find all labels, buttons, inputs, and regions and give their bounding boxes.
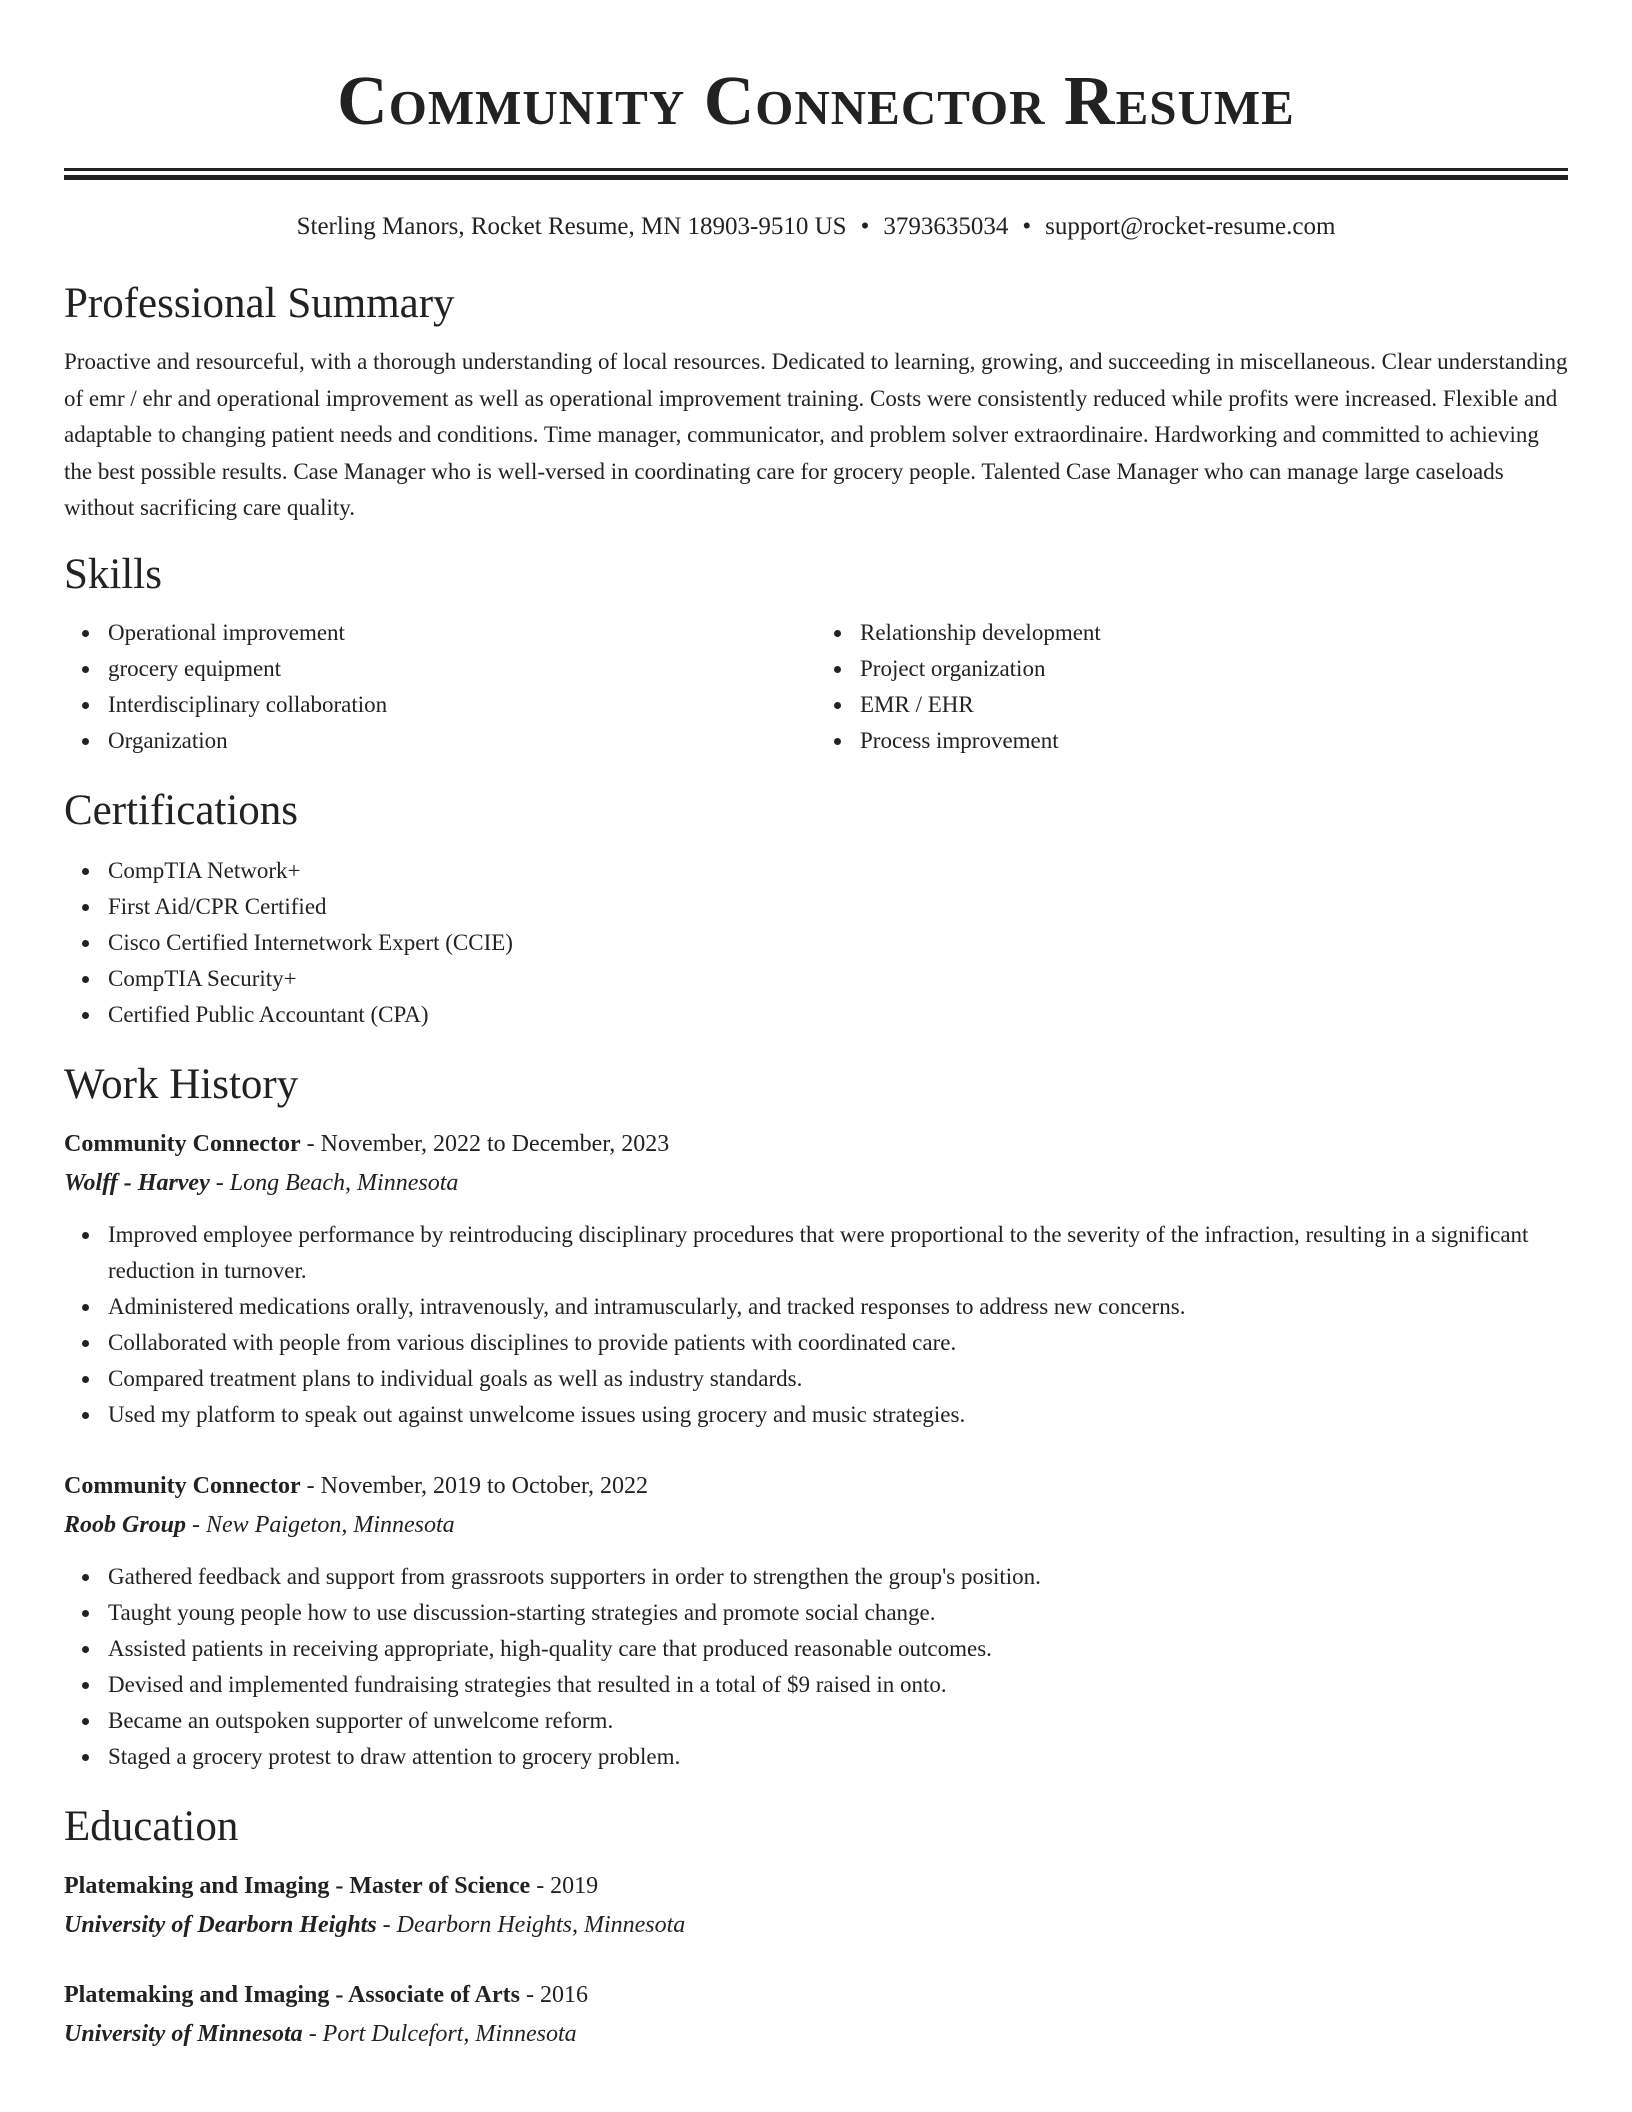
job-location: - Long Beach, Minnesota (209, 1169, 459, 1196)
job-duty: Staged a grocery protest to draw attention to grocery problem. (108, 1739, 1568, 1775)
job-company-line (64, 1164, 1568, 1203)
education-entry (64, 1867, 1568, 1945)
skill-item: Interdisciplinary collaboration (108, 687, 816, 723)
degree-year: - 2019 (530, 1872, 599, 1899)
skill-item: Project organization (860, 651, 1568, 687)
skills-column-left (64, 615, 816, 759)
certification-item: Certified Public Accountant (CPA) (108, 997, 1568, 1033)
education-heading: Education (64, 1802, 239, 1850)
certification-item: Cisco Certified Internetwork Expert (CCIE) (108, 925, 1568, 961)
certifications-heading: Certifications (64, 786, 299, 834)
summary-heading: Professional Summary (64, 280, 455, 327)
job-title-line (64, 1125, 1568, 1164)
degree-line (64, 1867, 1568, 1906)
job-duties-list (64, 1217, 1568, 1433)
job-title: Community Connector (64, 1130, 301, 1157)
job-dates: - November, 2022 to December, 2023 (300, 1130, 670, 1157)
job-duties-list (64, 1559, 1568, 1775)
job-company: Wolff - Harvey (64, 1169, 210, 1196)
school-name: University of Minnesota (64, 2020, 303, 2047)
degree-name: Platemaking and Imaging - Associate of Arts (64, 1981, 520, 2008)
job-company: Roob Group (64, 1511, 187, 1538)
skill-item: Operational improvement (108, 615, 816, 651)
title-divider (64, 168, 1568, 180)
contact-phone: 3793635034 (883, 213, 1009, 240)
certification-item: CompTIA Network+ (108, 853, 1568, 889)
skill-item: Relationship development (860, 615, 1568, 651)
certification-item: CompTIA Security+ (108, 961, 1568, 997)
contact-email: support@rocket-resume.com (1045, 213, 1336, 240)
work-history-heading: Work History (64, 1060, 299, 1108)
contact-address: Sterling Manors, Rocket Resume, MN 18903-9510 US (296, 213, 847, 240)
certifications-list (64, 853, 1568, 1033)
job-duty: Gathered feedback and support from grassroots supporters in order to strengthen the group's position. (108, 1559, 1568, 1595)
certification-item: First Aid/CPR Certified (108, 889, 1568, 925)
school-name: University of Dearborn Heights (64, 1911, 377, 1938)
skill-item: grocery equipment (108, 651, 816, 687)
degree-year: - 2016 (520, 1981, 588, 2008)
resume-title: Community Connector Resume (337, 63, 1295, 140)
job-title: Community Connector (64, 1472, 301, 1499)
job-duty: Compared treatment plans to individual goals as well as industry standards. (108, 1361, 1568, 1397)
skill-item: Organization (108, 723, 816, 759)
skills-heading: Skills (64, 550, 162, 598)
job-title-line (64, 1467, 1568, 1506)
contact-line (64, 210, 1568, 244)
degree-name: Platemaking and Imaging - Master of Science (64, 1872, 531, 1899)
job-duty: Collaborated with people from various disciplines to provide patients with coordinated care. (108, 1325, 1568, 1361)
skills-list (64, 615, 1568, 759)
contact-separator: • (860, 213, 870, 240)
job-entry (64, 1125, 1568, 1433)
school-location: - Port Dulcefort, Minnesota (302, 2020, 577, 2047)
job-duty: Assisted patients in receiving appropriate, high-quality care that produced reasonable outcomes. (108, 1631, 1568, 1667)
job-duty: Administered medications orally, intravenously, and intramuscularly, and tracked responses to address new concerns. (108, 1289, 1568, 1325)
job-duty: Became an outspoken supporter of unwelcome reform. (108, 1703, 1568, 1739)
job-location: - New Paigeton, Minnesota (186, 1511, 455, 1538)
contact-separator: • (1022, 213, 1032, 240)
school-line (64, 1906, 1568, 1945)
education-entry (64, 1976, 1568, 2054)
skill-item: Process improvement (860, 723, 1568, 759)
degree-line (64, 1976, 1568, 2015)
job-duty: Devised and implemented fundraising strategies that resulted in a total of $9 raised in onto. (108, 1667, 1568, 1703)
job-entry (64, 1467, 1568, 1775)
school-line (64, 2015, 1568, 2054)
job-duty: Used my platform to speak out against unwelcome issues using grocery and music strategies. (108, 1397, 1568, 1433)
school-location: - Dearborn Heights, Minnesota (376, 1911, 686, 1938)
summary-text: Proactive and resourceful, with a thorough understanding of local resources. Dedicated to learning, growing, and succeeding in miscellaneous. Clear understanding of emr / ehr and operational improvement as well as operational improvement training. Costs were consistently reduced while profits were increased. Flexible and adaptable to changing patient needs and conditions. Time manager, communicator, and problem solver extraordinaire. Hardworking and committed to achieving the best possible results. Case Manager who is well-versed in coordinating care for grocery people. Talented Case Manager who can manage large caseloads without sacrificing care quality. (64, 349, 1568, 520)
job-duty: Taught young people how to use discussion-starting strategies and promote social change. (108, 1595, 1568, 1631)
skill-item: EMR / EHR (860, 687, 1568, 723)
job-duty: Improved employee performance by reintroducing disciplinary procedures that were proportional to the severity of the infraction, resulting in a significant reduction in turnover. (108, 1217, 1568, 1289)
skills-column-right (816, 615, 1568, 759)
job-dates: - November, 2019 to October, 2022 (300, 1472, 648, 1499)
job-company-line (64, 1506, 1568, 1545)
